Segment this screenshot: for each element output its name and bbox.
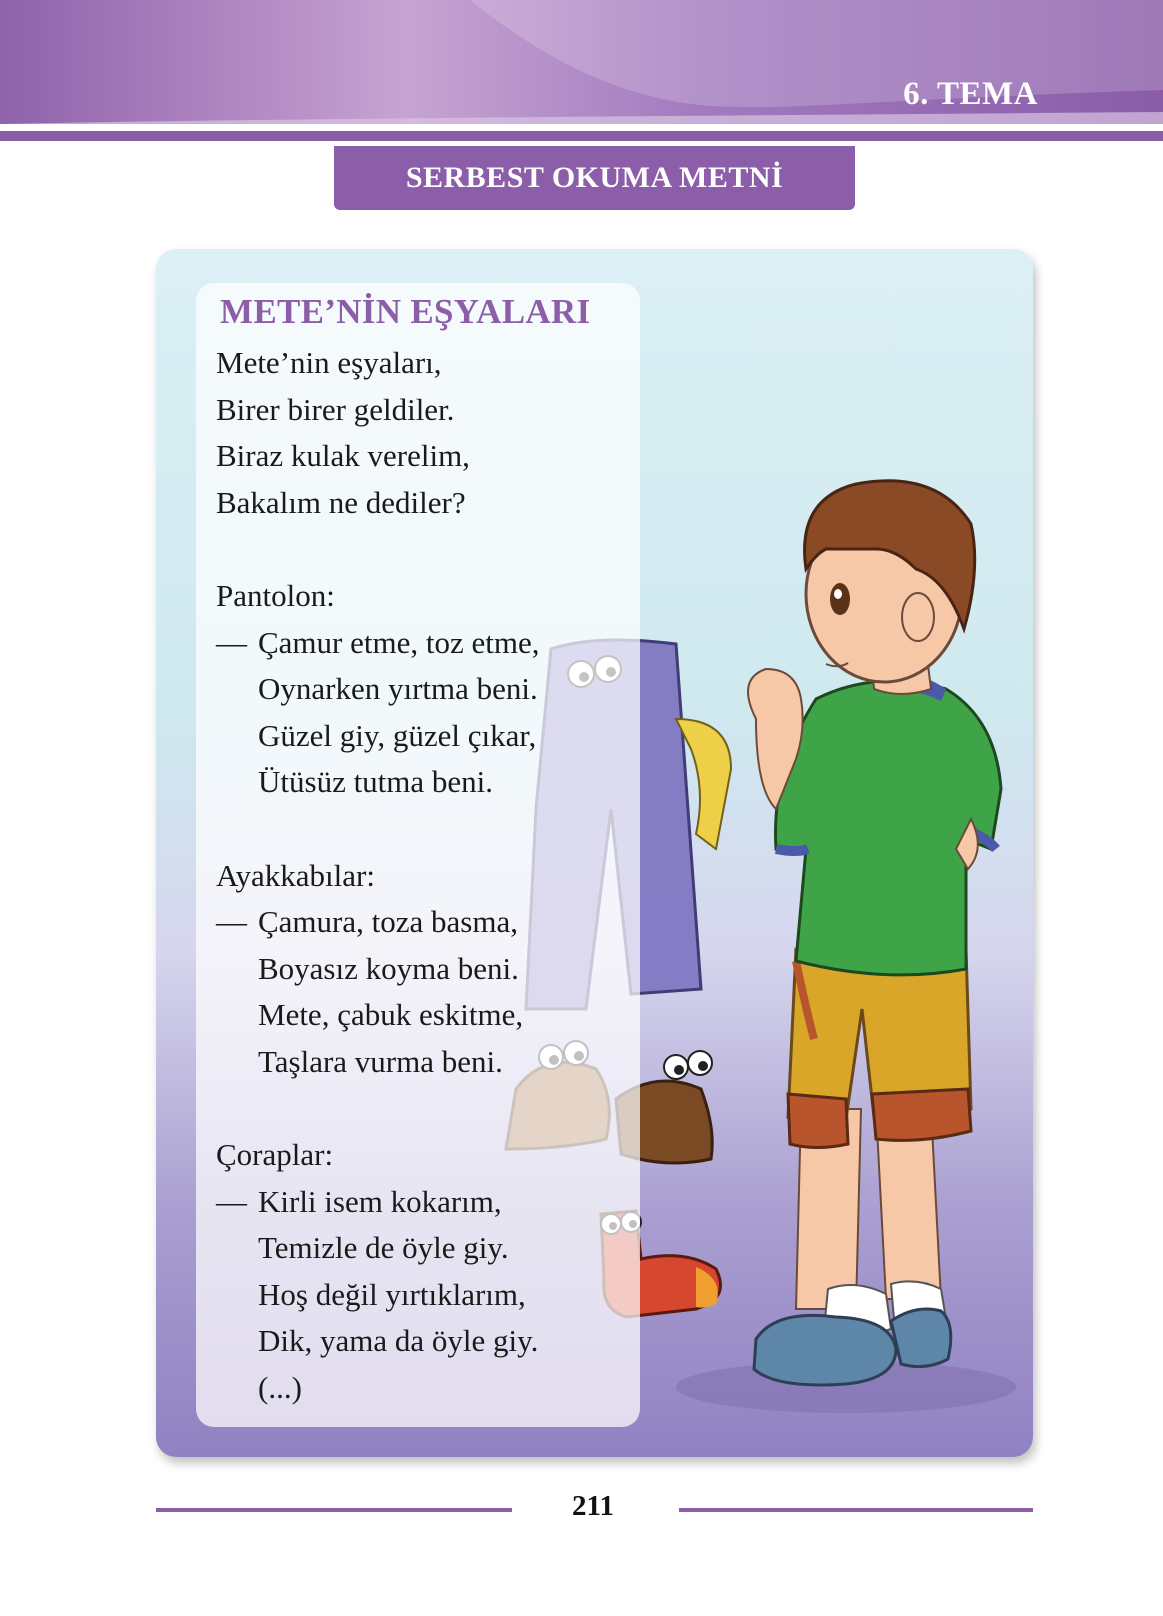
poem-line: Birer birer geldiler.: [216, 391, 455, 427]
poem-body: [216, 340, 636, 1412]
boy-illustration: [748, 481, 1001, 1385]
poem-line: Dik, yama da öyle giy.: [258, 1323, 539, 1359]
dialogue-dash: —: [216, 904, 247, 940]
poem-line: Ütüsüz tutma beni.: [258, 764, 494, 800]
poem-line: Güzel giy, güzel çıkar,: [258, 717, 537, 753]
poem-line: Mete’nin eşyaları,: [216, 345, 442, 380]
poem-line: Hoş değil yırtıklarım,: [258, 1276, 526, 1312]
speaker-label: Ayakkabılar:: [216, 857, 375, 893]
poem-line: Mete, çabuk eskitme,: [258, 997, 524, 1033]
page-number: 211: [572, 1490, 614, 1522]
dialogue-dash: —: [216, 1183, 247, 1219]
poem-title: METE’NİN EŞYALARI: [220, 292, 591, 331]
poem-line: Taşlara vurma beni.: [258, 1043, 503, 1079]
poem-line: — Çamura, toza basma,: [216, 899, 636, 946]
poem-line: Oynarken yırtma beni.: [258, 671, 538, 707]
footer-rule-right: [679, 1508, 1033, 1512]
speaker-label: Çoraplar:: [216, 1137, 334, 1173]
poem-line: Bakalım ne dediler?: [216, 484, 466, 520]
poem-line: — Çamur etme, toz etme,: [216, 620, 636, 667]
speaker-label: Pantolon:: [216, 577, 335, 613]
dialogue-dash: —: [216, 624, 247, 660]
header-band: [0, 0, 1163, 150]
poem-ellipsis: (...): [258, 1370, 302, 1406]
section-label: SERBEST OKUMA METNİ: [405, 161, 784, 194]
poem-line: Temizle de öyle giy.: [258, 1230, 509, 1266]
footer-rule-left: [156, 1508, 512, 1512]
poem-line: — Kirli isem kokarım,: [216, 1179, 636, 1226]
theme-label: 6. TEMA: [903, 76, 1038, 112]
section-tab: [334, 146, 855, 210]
poem-line: Boyasız koyma beni.: [258, 950, 519, 986]
poem-line: Biraz kulak verelim,: [216, 438, 470, 474]
